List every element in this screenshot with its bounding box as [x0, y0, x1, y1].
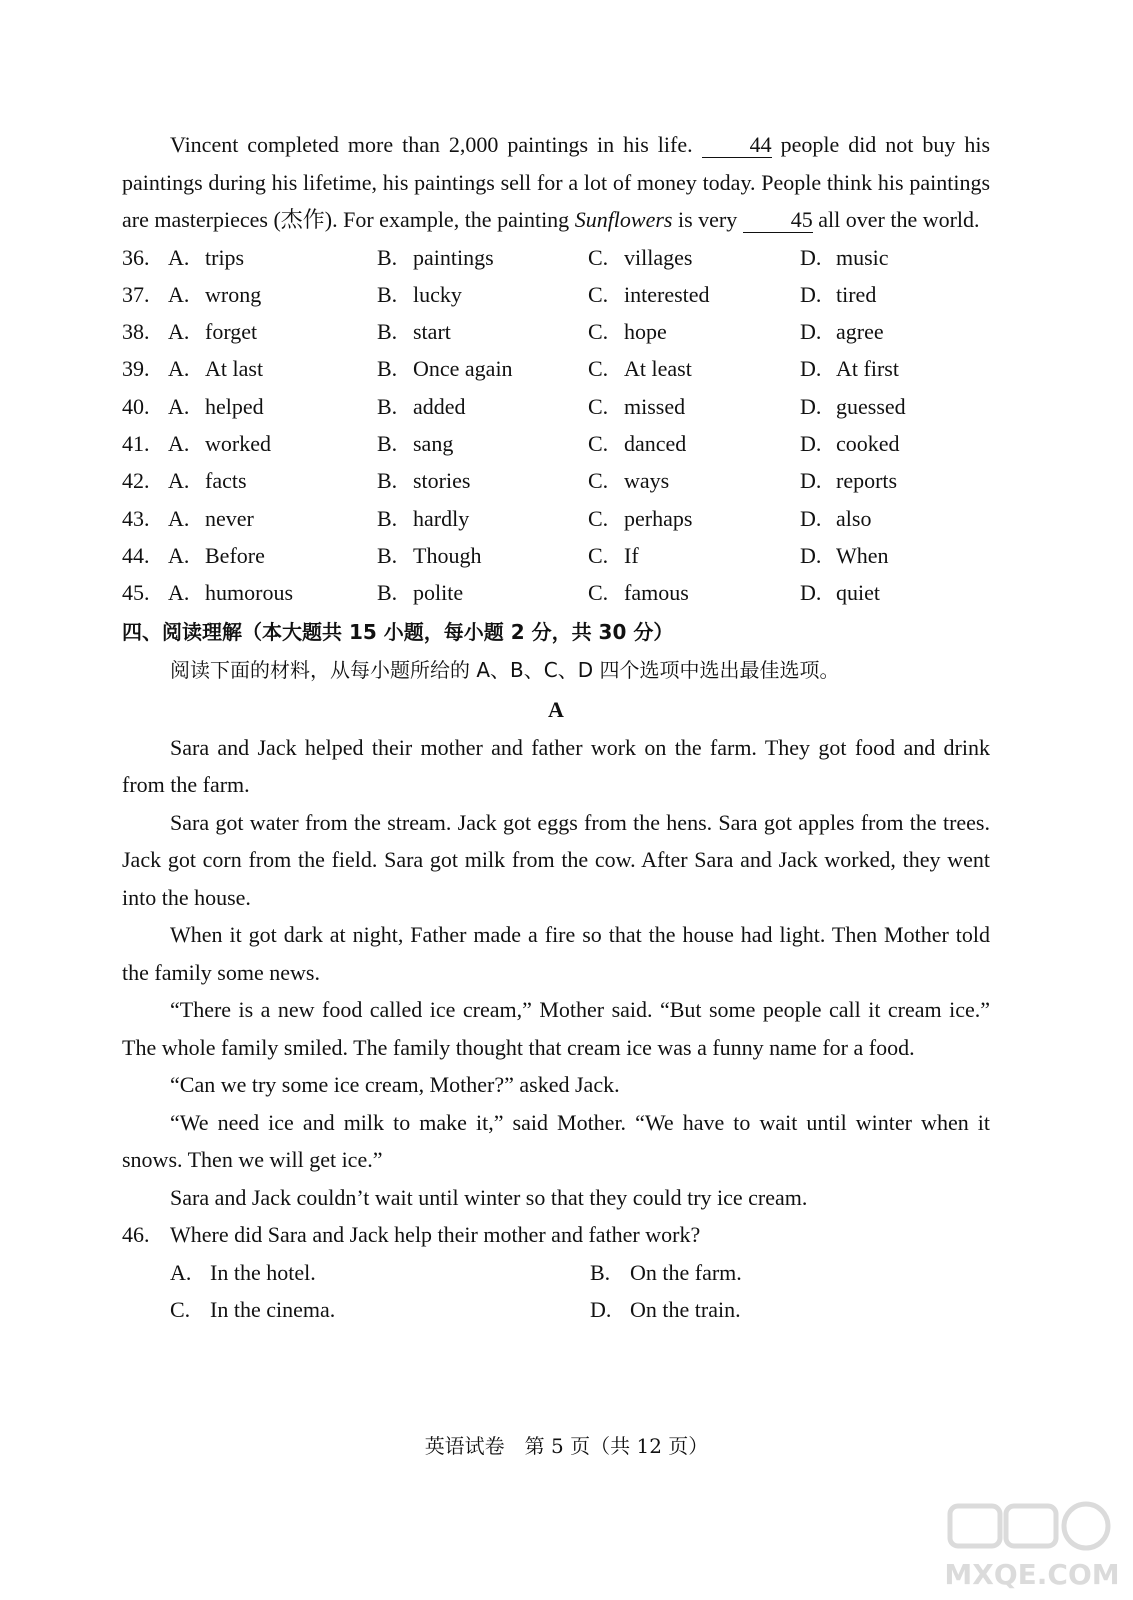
passage-paragraph: “There is a new food called ice cream,” Mother said. “But some people call it cream ice.” The whole family smiled. The family thought that cream ice was a funny name for a food. [122, 997, 990, 1060]
question-46-options-row-1 [122, 1254, 990, 1292]
blank-45: 45 [743, 208, 813, 233]
exam-page [122, 126, 990, 1329]
section-instruction: 阅读下面的材料，从每小题所给的 A、B、C、D 四个选项中选出最佳选项。 [170, 657, 840, 682]
passage-closing-paragraph: Vincent completed more than 2,000 paintings in his life. 44 people did not buy his paintings during his lifetime, his paintings sell for a lot of money today. People think his paintings are masterpieces (杰作). For example, the painting Sunflowers is very 45 all over the world. [122, 132, 991, 232]
option-row-45: 45. A. humorous B. polite C. famous D. quiet [122, 580, 880, 606]
passage-paragraph: “Can we try some ice cream, Mother?” asked Jack. [170, 1072, 620, 1098]
passage-paragraph: “We need ice and milk to make it,” said Mother. “We have to wait until winter when it snows. Then we will get ice.” [122, 1109, 990, 1173]
painting-title: Sunflowers [574, 207, 673, 232]
option-b: B. On the farm. [590, 1259, 742, 1285]
option-row-38: 38. A. forget B. start C. hope D. agree [122, 319, 884, 345]
option-row-42: 42. A. facts B. stories C. ways D. reports [122, 468, 898, 494]
option-row-37: 37. A. wrong B. lucky C. interested D. tired [122, 281, 877, 307]
option-row-44: 44. A. Before B. Though C. If D. When [122, 542, 889, 568]
passage-paragraph: Sara and Jack couldn’t wait until winter so that they could try ice cream. [170, 1184, 808, 1210]
page-footer: 英语试卷 第 5 页（共 12 页） [424, 1434, 709, 1458]
option-row-39: 39. A. At last B. Once again C. At least D. At first [122, 356, 899, 382]
option-row-41: 41. A. worked B. sang C. danced D. cooked [122, 430, 900, 456]
watermark-text: MXQE.COM [944, 1558, 1120, 1591]
blank-44: 44 [702, 133, 772, 158]
question-46: 46. Where did Sara and Jack help their mother and father work? [122, 1216, 990, 1254]
question-46-options-row-2 [122, 1291, 990, 1329]
cloze-options [122, 239, 990, 612]
passage-title: A [548, 697, 564, 723]
option-c: C. In the cinema. [170, 1297, 336, 1323]
option-a: A. In the hotel. [170, 1259, 316, 1285]
passage-paragraph: Sara and Jack helped their mother and father work on the farm. They got food and drink from the farm. [122, 734, 990, 798]
option-row-40: 40. A. helped B. added C. missed D. guessed [122, 393, 906, 419]
passage-paragraph: When it got dark at night, Father made a fire so that the house had light. Then Mother told the family some news. [122, 922, 990, 985]
passage-paragraph: Sara got water from the stream. Jack got eggs from the hens. Sara got apples from the trees. Jack got corn from the field. Sara got milk from the cow. After Sara and Jack worked, they went into the house. [122, 809, 990, 910]
answer-stamp-icon [944, 1498, 1120, 1592]
option-row-36: 36. A. trips B. paintings C. villages D. music [122, 244, 889, 270]
option-row-43: 43. A. never B. hardly C. perhaps D. also [122, 505, 872, 531]
section-heading: 四、阅读理解（本大题共 15 小题，每小题 2 分，共 30 分） [122, 620, 674, 645]
question-46-text: Where did Sara and Jack help their mother and father work? [170, 1222, 701, 1248]
option-d: D. On the train. [590, 1297, 741, 1323]
